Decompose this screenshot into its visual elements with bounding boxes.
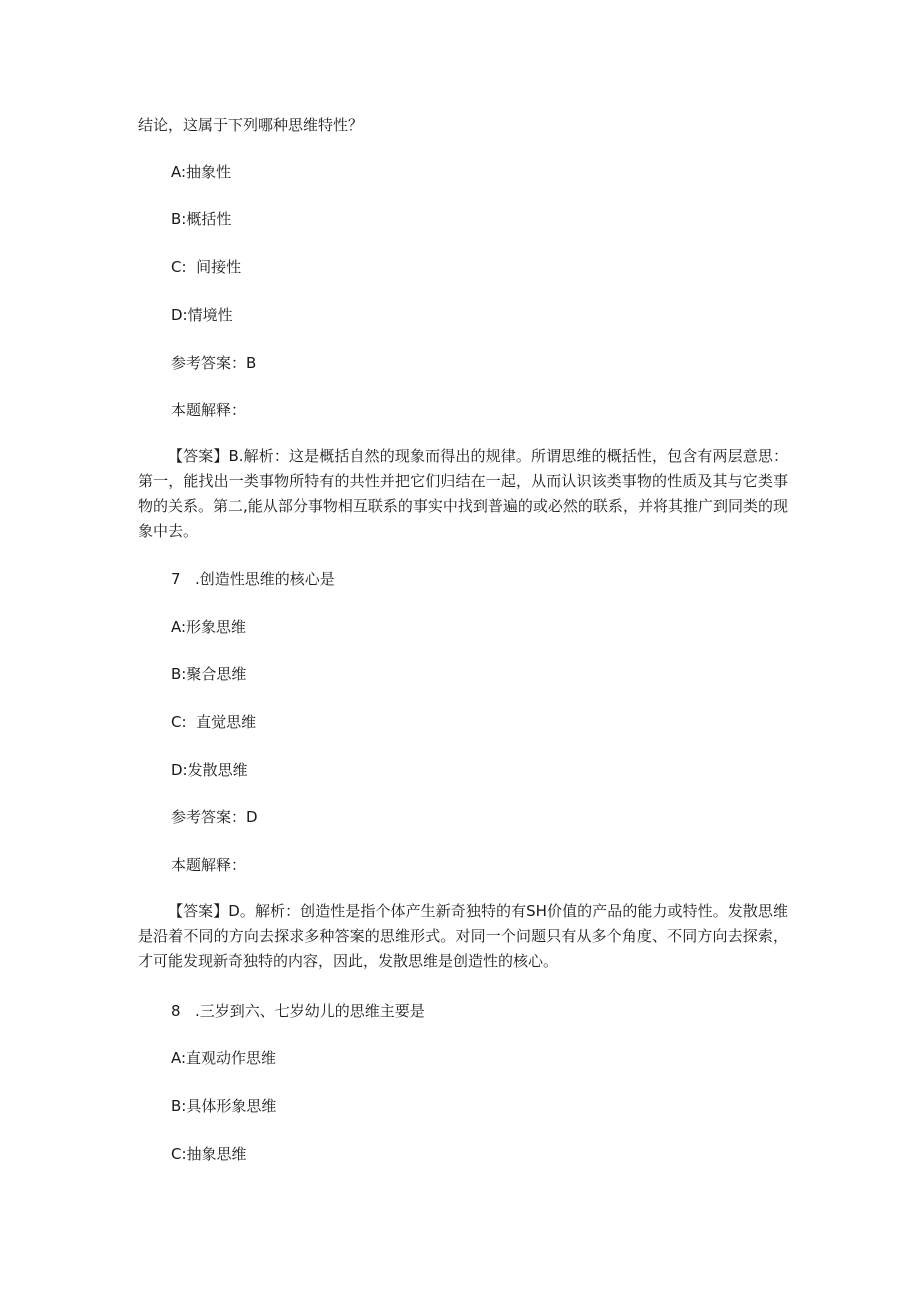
q8-option-c: C:抽象思维 bbox=[171, 1145, 247, 1163]
q6-option-b: B:概括性 bbox=[171, 210, 232, 228]
q8-stem: .三岁到六、七岁幼儿的思维主要是 bbox=[195, 1002, 425, 1020]
q6-stem-tail: 结论，这属于下列哪种思维特性？ bbox=[138, 116, 364, 134]
q6-option-d: D:情境性 bbox=[171, 306, 233, 324]
q7-number: 7 bbox=[171, 570, 181, 588]
q7-option-a: A:形象思维 bbox=[171, 618, 247, 636]
q7-option-c: C: 直觉思维 bbox=[171, 713, 257, 731]
q7-explanation: 【答案】D。解析：创造性是指个体产生新奇独特的有SH价值的产品的能力或特性。发散思维是沿着不同的方向去探求多种答案的思维形式。对同一个问题只有从多个角度、不同方向去探索，才可能发现新奇独特的内容，因此，发散思维是创造性的核心。 bbox=[138, 902, 788, 970]
q8-option-a: A:直观动作思维 bbox=[171, 1049, 277, 1067]
q6-explain-label: 本题解释： bbox=[171, 401, 247, 419]
q6-explanation: 【答案】B.解析：这是概括自然的现象而得出的规律。所谓思维的概括性，包含有两层意思：第一，能找出一类事物所特有的共性并把它们归结在一起，从而认识该类事物的性质及其与它类事物的关系。第二,能从部分事物相互联系的事实中找到普遍的或必然的联系，并将其推广到同类的现象中去。 bbox=[138, 447, 788, 540]
q8-option-b: B:具体形象思维 bbox=[171, 1097, 277, 1115]
q8-number: 8 bbox=[171, 1002, 181, 1020]
q7-answer: 参考答案：D bbox=[171, 808, 258, 826]
q7-option-d: D:发散思维 bbox=[171, 761, 248, 779]
q7-option-b: B:聚合思维 bbox=[171, 665, 247, 683]
q7-explain-label: 本题解释： bbox=[171, 856, 247, 874]
q6-option-c: C: 间接性 bbox=[171, 258, 242, 276]
q6-option-a: A:抽象性 bbox=[171, 163, 232, 181]
q7-question bbox=[171, 569, 335, 589]
q7-stem: .创造性思维的核心是 bbox=[195, 570, 335, 588]
q8-question bbox=[171, 1001, 425, 1021]
q6-answer: 参考答案：B bbox=[171, 354, 257, 372]
